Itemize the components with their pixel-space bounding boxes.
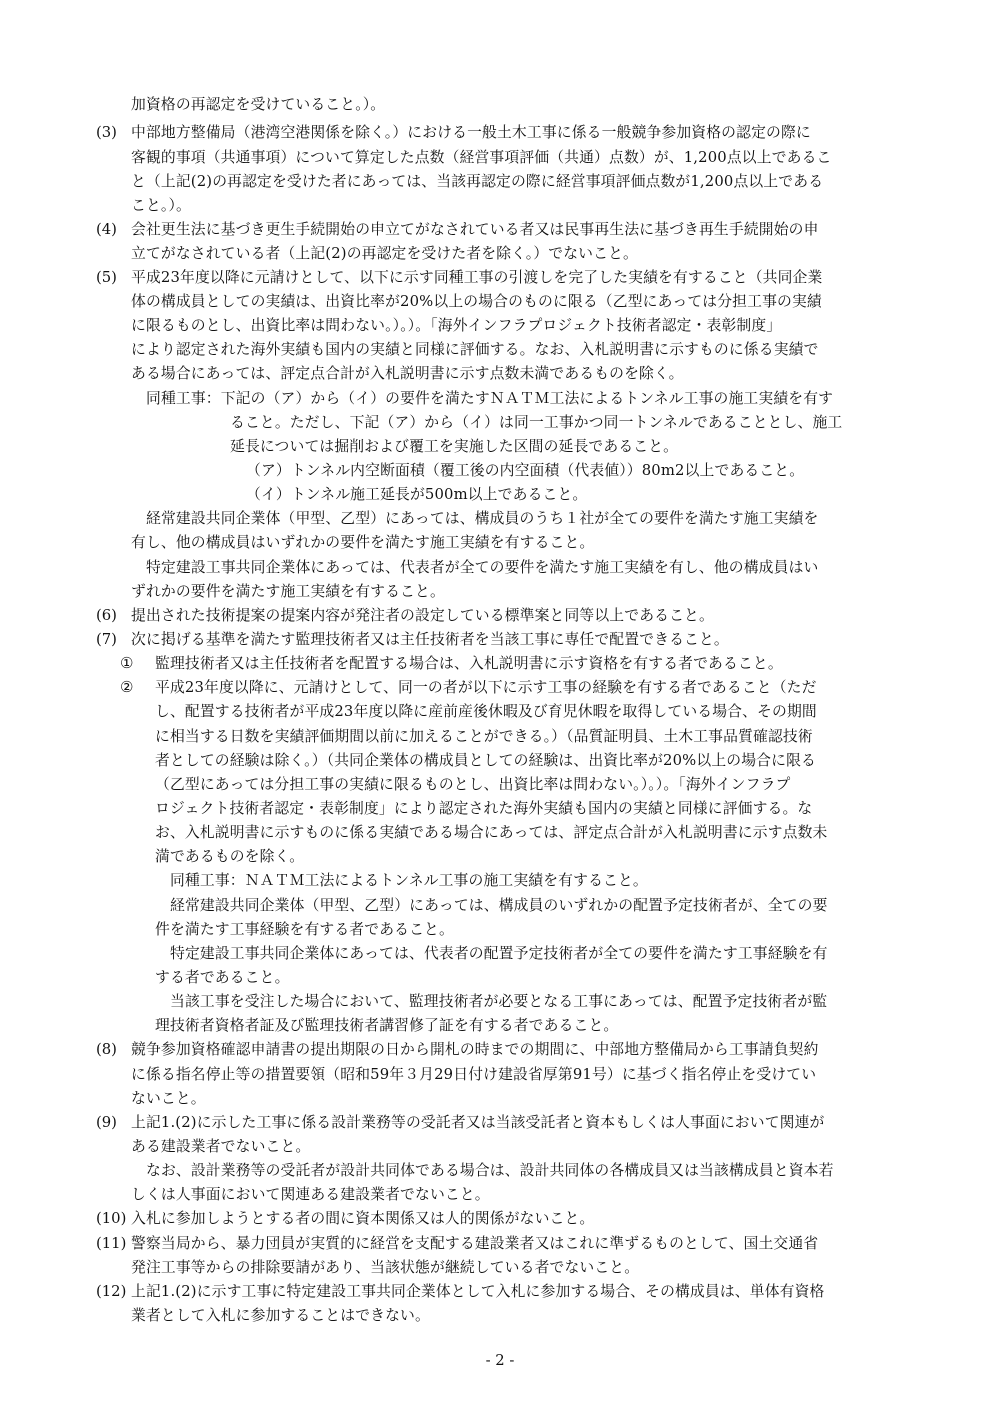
- text-line: 平成23年度以降に、元請けとして、同一の者が以下に示す工事の経験を有する者であること（ただ: [155, 679, 817, 696]
- text-line: 警察当局から、暴力団員が実質的に経営を支配する建設業者又はこれに準ずるものとして、国土交通省: [131, 1235, 819, 1252]
- item-number: (7): [96, 631, 117, 648]
- text-line: 平成23年度以降に元請けとして、以下に示す同種工事の引渡しを完了した実績を有すること（共同企業: [131, 269, 823, 286]
- text-line: と（上記(2)の再認定を受けた者にあっては、当該再認定の際に経営事項評価点数が1,200点以上である: [131, 173, 824, 190]
- text-line: 立てがなされている者（上記(2)の再認定を受けた者を除く。）でないこと。: [131, 245, 638, 262]
- text-line: により認定された海外実績も国内の実績と同様に評価する。なお、入札説明書に示すものに係る実績で: [131, 341, 819, 358]
- text-line: 特定建設工事共同企業体にあっては、代表者が全ての要件を満たす施工実績を有し、他の構成員はい: [146, 559, 819, 576]
- text-line: 経常建設共同企業体（甲型、乙型）にあっては、構成員のうち１社が全ての要件を満たす施工実績を: [146, 510, 819, 527]
- text-line: 発注工事等からの排除要請があり、当該状態が継続している者でないこと。: [131, 1259, 640, 1276]
- text-line: し、配置する技術者が平成23年度以降に産前産後休暇及び育児休暇を取得している場合、その期間: [155, 703, 817, 720]
- text-line: 上記1.(2)に示した工事に係る設計業務等の受託者又は当該受託者と資本もしくは人事面において関連が: [131, 1114, 825, 1131]
- item-number: (12): [96, 1283, 127, 1300]
- text-line: 当該工事を受注した場合において、監理技術者が必要となる工事にあっては、配置予定技術者が監: [170, 993, 828, 1010]
- text-line: 満であるものを除く。: [155, 848, 305, 865]
- text-line: 有し、他の構成員はいずれかの要件を満たす施工実績を有すること。: [131, 534, 595, 551]
- text-line: 同種工事：ＮＡＴＭ工法によるトンネル工事の施工実績を有すること。: [170, 872, 648, 889]
- text-line: 同種工事：下記の（ア）から（イ）の要件を満たすＮＡＴＭ工法によるトンネル工事の施工実績を有す: [146, 390, 834, 407]
- text-line: 提出された技術提案の提案内容が発注者の設定している標準案と同等以上であること。: [131, 607, 714, 624]
- item-number: (9): [96, 1114, 117, 1131]
- text-line: こと。）。: [131, 197, 191, 214]
- text-line: 体の構成員としての実績は、出資比率が20%以上の場合のものに限る（乙型にあっては分担工事の実績: [131, 293, 822, 310]
- subitem-number: ①: [120, 655, 134, 672]
- text-line: に限るものとし、出資比率は問わない。）。）。「海外インフラプロジェクト技術者認定・表彰制度」: [131, 317, 782, 334]
- text-line: 理技術者資格者証及び監理技術者講習修了証を有する者であること。: [155, 1017, 619, 1034]
- text-line: に相当する日数を実績評価期間以前に加えることができる。）（品質証明員、土木工事品質確認技術: [155, 728, 813, 745]
- text-line: ずれかの要件を満たす施工実績を有すること。: [131, 583, 445, 600]
- text-line: 延長については掘削および覆工を実施した区間の延長であること。: [230, 438, 679, 455]
- item-number: (11): [96, 1235, 127, 1252]
- text-line: 次に掲げる基準を満たす監理技術者又は主任技術者を当該工事に専任で配置できること。: [131, 631, 729, 648]
- text-line: 競争参加資格確認申請書の提出期限の日から開札の時までの期間に、中部地方整備局から工事請負契約: [131, 1041, 819, 1058]
- text-line: ある建設業者でないこと。: [131, 1138, 311, 1155]
- subitem-number: ②: [120, 679, 134, 696]
- text-line: お、入札説明書に示すものに係る実績である場合にあっては、評定点合計が入札説明書に示す点数未: [155, 824, 828, 841]
- text-line: に係る指名停止等の措置要領（昭和59年３月29日付け建設省厚第91号）に基づく指名停止を受けてい: [131, 1066, 817, 1083]
- text-line: ないこと。: [131, 1090, 206, 1107]
- text-line: ある場合にあっては、評定点合計が入札説明書に示す点数未満であるものを除く。: [131, 365, 684, 382]
- text-line: 加資格の再認定を受けていること。）。: [131, 96, 386, 113]
- text-line: 入札に参加しようとする者の間に資本関係又は人的関係がないこと。: [131, 1210, 595, 1227]
- text-line: ること。ただし、下記（ア）から（イ）は同一工事かつ同一トンネルであることとし、施工: [230, 414, 843, 431]
- text-line: 会社更生法に基づき更生手続開始の申立てがなされている者又は民事再生法に基づき再生手続開始の申: [131, 221, 819, 238]
- text-line: （イ）トンネル施工延長が500m以上であること。: [246, 486, 588, 503]
- text-line: 者としての経験は除く。）（共同企業体の構成員としての経験は、出資比率が20%以上の場合に限る: [155, 752, 816, 769]
- text-line: 監理技術者又は主任技術者を配置する場合は、入札説明書に示す資格を有する者であること。: [155, 655, 783, 672]
- item-number: (4): [96, 221, 117, 238]
- page-number: - 2 -: [485, 1352, 515, 1369]
- text-line: 客観的事項（共通事項）について算定した点数（経営事項評価（共通）点数）が、1,200点以上であるこ: [131, 149, 832, 166]
- text-line: 中部地方整備局（港湾空港関係を除く。）における一般土木工事に係る一般競争参加資格の認定の際に: [131, 124, 811, 141]
- text-line: しくは人事面において関連ある建設業者でないこと。: [131, 1186, 490, 1203]
- text-line: （乙型にあっては分担工事の実績に限るものとし、出資比率は問わない。）。）。「海外インフラプ: [155, 776, 791, 793]
- text-line: ロジェクト技術者認定・表彰制度」により認定された海外実績も国内の実績と同様に評価する。な: [155, 800, 813, 817]
- item-number: (5): [96, 269, 117, 286]
- text-line: （ア）トンネル内空断面積（覆工後の内空面積（代表値））80m2以上であること。: [246, 462, 805, 479]
- text-line: 上記1.(2)に示す工事に特定建設工事共同企業体として入札に参加する場合、その構成員は、単体有資格: [131, 1283, 825, 1300]
- text-line: 特定建設工事共同企業体にあっては、代表者の配置予定技術者が全ての要件を満たす工事経験を有: [170, 945, 828, 962]
- text-line: 件を満たす工事経験を有する者であること。: [155, 921, 454, 938]
- text-line: 業者として入札に参加することはできない。: [131, 1307, 430, 1324]
- item-number: (6): [96, 607, 117, 624]
- item-number: (10): [96, 1210, 127, 1227]
- text-line: する者であること。: [155, 969, 290, 986]
- item-number: (3): [96, 124, 117, 141]
- text-line: なお、設計業務等の受託者が設計共同体である場合は、設計共同体の各構成員又は当該構成員と資本若: [146, 1162, 834, 1179]
- item-number: (8): [96, 1041, 117, 1058]
- text-line: 経常建設共同企業体（甲型、乙型）にあっては、構成員のいずれかの配置予定技術者が、全ての要: [170, 897, 828, 914]
